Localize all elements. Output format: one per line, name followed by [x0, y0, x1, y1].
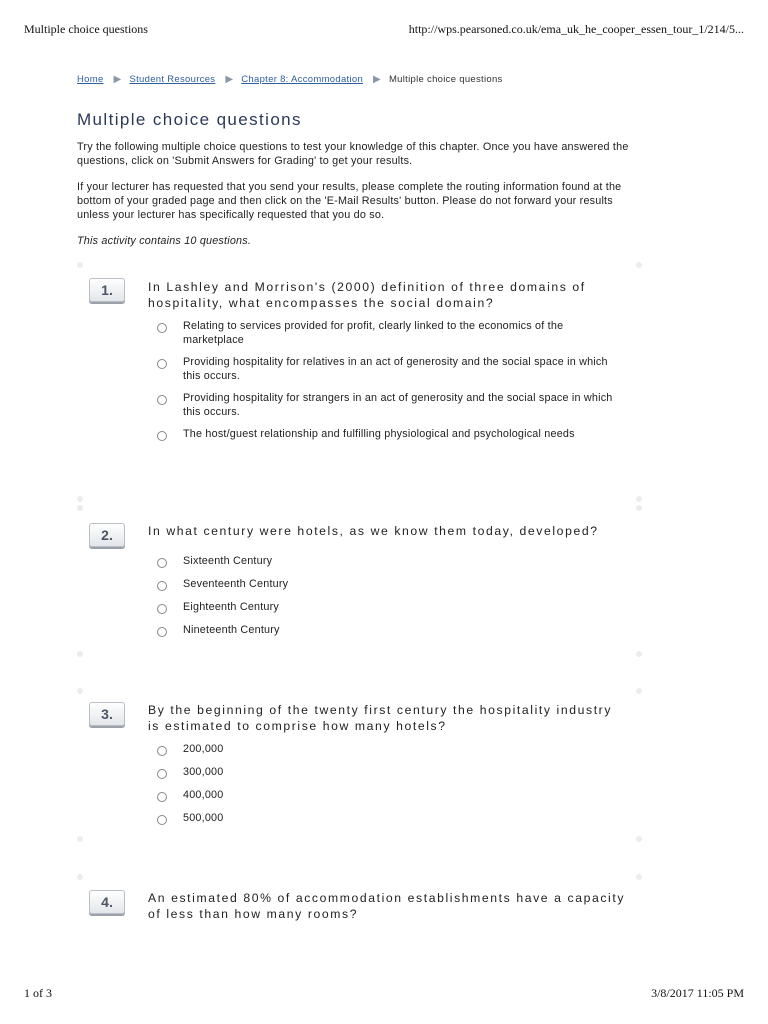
radio-button[interactable] [157, 395, 167, 405]
answer-options [157, 742, 627, 825]
radio-button[interactable] [157, 746, 167, 756]
radio-button[interactable] [157, 815, 167, 825]
intro-paragraph: If your lecturer has requested that you send your results, please complete the routing information found at the bottom of your graded page and then click on the 'E-Mail Results' button. Please do not forward your results unless your lecturer has specifically requested that you do so. [77, 181, 622, 221]
answer-options [157, 554, 627, 637]
corner-dot [636, 688, 642, 694]
corner-dot [636, 874, 642, 880]
corner-dot [77, 836, 83, 842]
corner-dot [636, 262, 642, 268]
breadcrumb-current: Multiple choice questions [388, 74, 503, 85]
print-footer [24, 986, 744, 1002]
triangle-right-icon: ▶ [113, 74, 122, 85]
corner-dot [77, 262, 83, 268]
question-text: An estimated 80% of accommodation establishments have a capacity of less than how many rooms? [148, 891, 626, 921]
answer-option[interactable] [157, 355, 627, 383]
corner-dot [77, 505, 83, 511]
answer-option[interactable] [157, 623, 627, 637]
answer-option-label: 200,000 [183, 743, 224, 755]
answer-option[interactable] [157, 811, 627, 825]
answer-option[interactable] [157, 577, 627, 591]
corner-dot [636, 496, 642, 502]
corner-dot [636, 836, 642, 842]
radio-button[interactable] [157, 769, 167, 779]
triangle-right-icon: ▶ [225, 74, 234, 85]
intro-text [77, 140, 657, 248]
triangle-right-icon: ▶ [373, 74, 382, 85]
corner-dot [77, 874, 83, 880]
answer-option[interactable] [157, 427, 627, 441]
radio-button[interactable] [157, 792, 167, 802]
answer-option-label: 400,000 [183, 789, 224, 801]
radio-button[interactable] [157, 323, 167, 333]
answer-option-label: Sixteenth Century [183, 555, 273, 567]
corner-dot [77, 688, 83, 694]
answer-option[interactable] [157, 742, 627, 756]
corner-dot [77, 496, 83, 502]
breadcrumb-home-link[interactable]: Home [77, 74, 104, 85]
print-header-title: Multiple choice questions [24, 22, 148, 36]
question-number-badge: 3. [89, 702, 125, 726]
question-text: By the beginning of the twenty first century the hospitality industry is estimated to comprise how many hotels? [148, 703, 613, 733]
radio-button[interactable] [157, 604, 167, 614]
breadcrumb [77, 74, 657, 90]
question-card [77, 874, 642, 934]
answer-option[interactable] [157, 765, 627, 779]
radio-button[interactable] [157, 359, 167, 369]
page-title: Multiple choice questions [77, 110, 302, 129]
answer-option-label: Nineteenth Century [183, 624, 280, 636]
breadcrumb-chapter-link[interactable]: Chapter 8: Accommodation [241, 74, 364, 85]
radio-button[interactable] [157, 558, 167, 568]
question-count-note: This activity contains 10 questions. [77, 235, 252, 247]
answer-options [157, 319, 627, 441]
answer-option[interactable] [157, 600, 627, 614]
answer-option-label: Providing hospitality for relatives in an act of generosity and the social space in which this occurs. [183, 356, 608, 382]
radio-button[interactable] [157, 431, 167, 441]
answer-option[interactable] [157, 788, 627, 802]
print-datetime: 3/8/2017 11:05 PM [651, 986, 744, 1000]
corner-dot [636, 651, 642, 657]
question-text: In what century were hotels, as we know them today, developed? [148, 524, 599, 538]
answer-option-label: 500,000 [183, 812, 224, 824]
question-card [77, 505, 642, 657]
answer-option-label: The host/guest relationship and fulfilling physiological and psychological needs [183, 428, 575, 440]
page-number: 1 of 3 [24, 986, 52, 1000]
question-number-badge: 2. [89, 523, 125, 547]
question-number-badge: 1. [89, 278, 125, 302]
radio-button[interactable] [157, 581, 167, 591]
question-card [77, 262, 642, 502]
breadcrumb-student-resources-link[interactable]: Student Resources [129, 74, 216, 85]
question-number-badge: 4. [89, 890, 125, 914]
print-header [24, 22, 744, 38]
answer-option-label: Providing hospitality for strangers in an act of generosity and the social space in which this occurs. [183, 392, 613, 418]
main-content [77, 74, 657, 260]
answer-option[interactable] [157, 554, 627, 568]
answer-option[interactable] [157, 319, 627, 347]
answer-option-label: Relating to services provided for profit, clearly linked to the economics of the marketplace [183, 320, 564, 346]
answer-option-label: Eighteenth Century [183, 601, 280, 613]
question-card [77, 688, 642, 842]
intro-paragraph: Try the following multiple choice questions to test your knowledge of this chapter. Once you have answered the questions, click on 'Submit Answers for Grading' to get your results. [77, 141, 629, 167]
corner-dot [77, 651, 83, 657]
answer-option[interactable] [157, 391, 627, 419]
answer-option-label: Seventeenth Century [183, 578, 289, 590]
print-header-url: http://wps.pearsoned.co.uk/ema_uk_he_cooper_essen_tour_1/214/5... [408, 22, 744, 36]
radio-button[interactable] [157, 627, 167, 637]
corner-dot [636, 505, 642, 511]
answer-option-label: 300,000 [183, 766, 224, 778]
question-text: In Lashley and Morrison's (2000) definition of three domains of hospitality, what encompasses the social domain? [148, 280, 586, 310]
